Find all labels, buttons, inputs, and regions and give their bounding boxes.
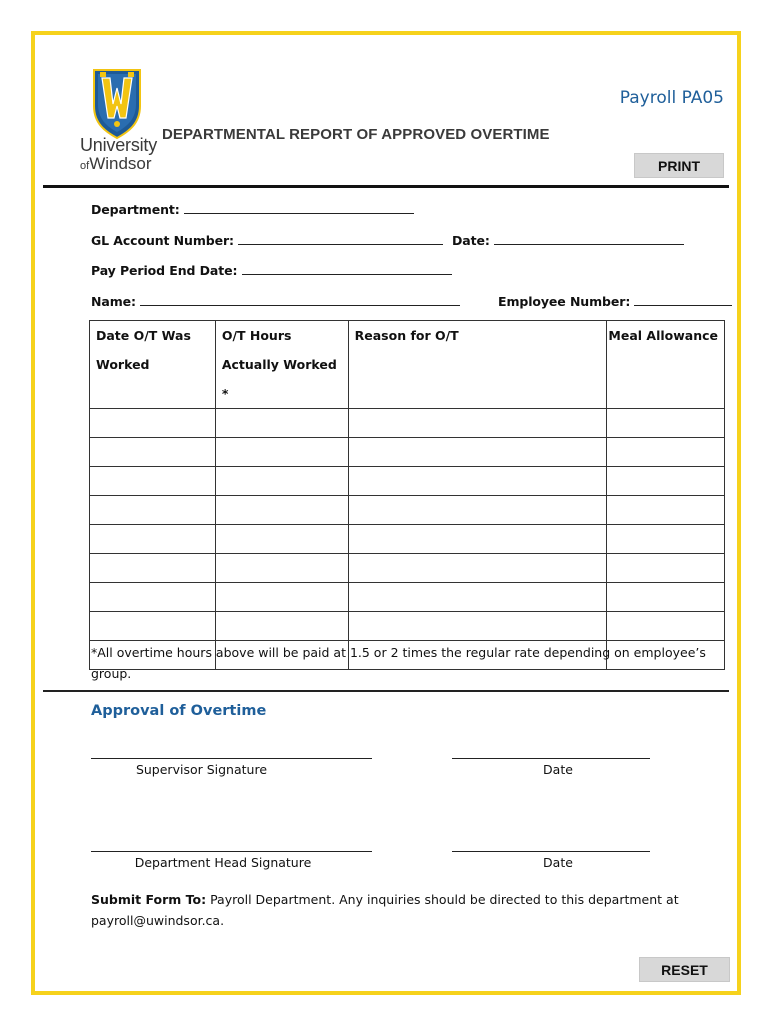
table-cell[interactable]	[90, 612, 216, 641]
table-cell[interactable]	[348, 438, 606, 467]
gl-account-input[interactable]	[238, 232, 443, 245]
table-cell[interactable]	[348, 409, 606, 438]
table-cell[interactable]	[348, 525, 606, 554]
table-cell[interactable]	[607, 554, 725, 583]
submit-label: Submit Form To:	[91, 892, 207, 907]
col-header-hours-line2: Actually Worked *	[221, 357, 337, 401]
name-input[interactable]	[140, 293, 460, 306]
table-cell[interactable]	[90, 496, 216, 525]
table-cell[interactable]	[90, 525, 216, 554]
table-cell[interactable]	[607, 496, 725, 525]
table-cell[interactable]	[607, 583, 725, 612]
approval-heading: Approval of Overtime	[91, 703, 267, 719]
department-label: Department:	[91, 202, 180, 217]
col-header-hours-line1: O/T Hours	[221, 328, 292, 343]
section-divider	[43, 690, 729, 692]
print-button[interactable]: PRINT	[634, 153, 724, 178]
table-cell[interactable]	[90, 554, 216, 583]
table-cell[interactable]	[90, 438, 216, 467]
pay-period-input[interactable]	[242, 262, 452, 275]
supervisor-date-label: Date	[543, 762, 573, 777]
employee-number-label: Employee Number:	[498, 294, 631, 309]
col-header-date-line2: Worked	[96, 357, 150, 372]
table-cell[interactable]	[607, 525, 725, 554]
submit-instructions	[91, 889, 711, 931]
table-cell[interactable]	[90, 583, 216, 612]
table-cell[interactable]	[215, 583, 348, 612]
table-cell[interactable]	[215, 496, 348, 525]
table-cell[interactable]	[348, 496, 606, 525]
table-header-row	[90, 321, 725, 409]
col-header-meal-line1: Meal Allowance	[608, 328, 718, 343]
pay-period-label: Pay Period End Date:	[91, 263, 238, 278]
name-field	[91, 293, 460, 309]
col-header-reason	[348, 321, 606, 409]
table-row	[90, 438, 725, 467]
table-cell[interactable]	[348, 554, 606, 583]
table-row	[90, 612, 725, 641]
col-header-date	[90, 321, 216, 409]
date-input[interactable]	[494, 232, 684, 245]
table-cell[interactable]	[215, 467, 348, 496]
table-cell[interactable]	[607, 438, 725, 467]
col-header-hours	[215, 321, 348, 409]
date-label: Date:	[452, 233, 490, 248]
table-row	[90, 467, 725, 496]
gl-account-label: GL Account Number:	[91, 233, 234, 248]
table-cell[interactable]	[215, 409, 348, 438]
table-cell[interactable]	[215, 525, 348, 554]
wordmark-line2: Windsor	[89, 154, 152, 173]
col-header-date-line1: Date O/T Was	[96, 328, 191, 343]
table-cell[interactable]	[348, 583, 606, 612]
dept-head-date-line[interactable]	[452, 851, 650, 852]
table-cell[interactable]	[348, 612, 606, 641]
reset-button[interactable]: RESET	[639, 957, 730, 982]
name-label: Name:	[91, 294, 136, 309]
table-row	[90, 496, 725, 525]
table-cell[interactable]	[90, 409, 216, 438]
wordmark-prefix: of	[80, 160, 90, 172]
supervisor-signature-label: Supervisor Signature	[135, 762, 268, 777]
overtime-footnote: *All overtime hours above will be paid at 1.5 or 2 times the regular rate depending on employee’s group.	[91, 645, 706, 681]
pay-period-field	[91, 262, 452, 278]
employee-number-input[interactable]	[634, 293, 732, 306]
date-field	[452, 232, 684, 248]
wordmark-line1: University	[80, 135, 158, 155]
header-divider	[43, 185, 729, 188]
dept-head-signature-line[interactable]	[91, 851, 372, 852]
supervisor-date-line[interactable]	[452, 758, 650, 759]
table-row	[90, 554, 725, 583]
table-cell[interactable]	[607, 467, 725, 496]
university-wordmark	[80, 136, 157, 172]
supervisor-signature-line[interactable]	[91, 758, 372, 759]
department-input[interactable]	[184, 201, 414, 214]
table-cell[interactable]	[215, 438, 348, 467]
table-cell[interactable]	[607, 409, 725, 438]
dept-head-date-label: Date	[543, 855, 573, 870]
department-field	[91, 201, 414, 217]
table-cell[interactable]	[90, 467, 216, 496]
employee-number-field	[498, 293, 732, 309]
table-row	[90, 525, 725, 554]
submit-text: Payroll Department. Any inquiries should be directed to this department at payroll@uwindsor.ca.	[91, 892, 679, 928]
gl-account-field	[91, 232, 443, 248]
table-cell[interactable]	[215, 554, 348, 583]
table-row	[90, 583, 725, 612]
col-header-meal	[607, 321, 725, 409]
form-code: Payroll PA05	[619, 88, 724, 108]
table-cell[interactable]	[348, 467, 606, 496]
table-cell[interactable]	[215, 612, 348, 641]
table-row	[90, 409, 725, 438]
table-cell[interactable]	[607, 612, 725, 641]
col-header-reason-line1: Reason for O/T	[354, 328, 459, 343]
overtime-table	[89, 320, 725, 670]
dept-head-signature-label: Department Head Signature	[134, 855, 312, 870]
page-title: DEPARTMENTAL REPORT OF APPROVED OVERTIME	[162, 126, 550, 143]
